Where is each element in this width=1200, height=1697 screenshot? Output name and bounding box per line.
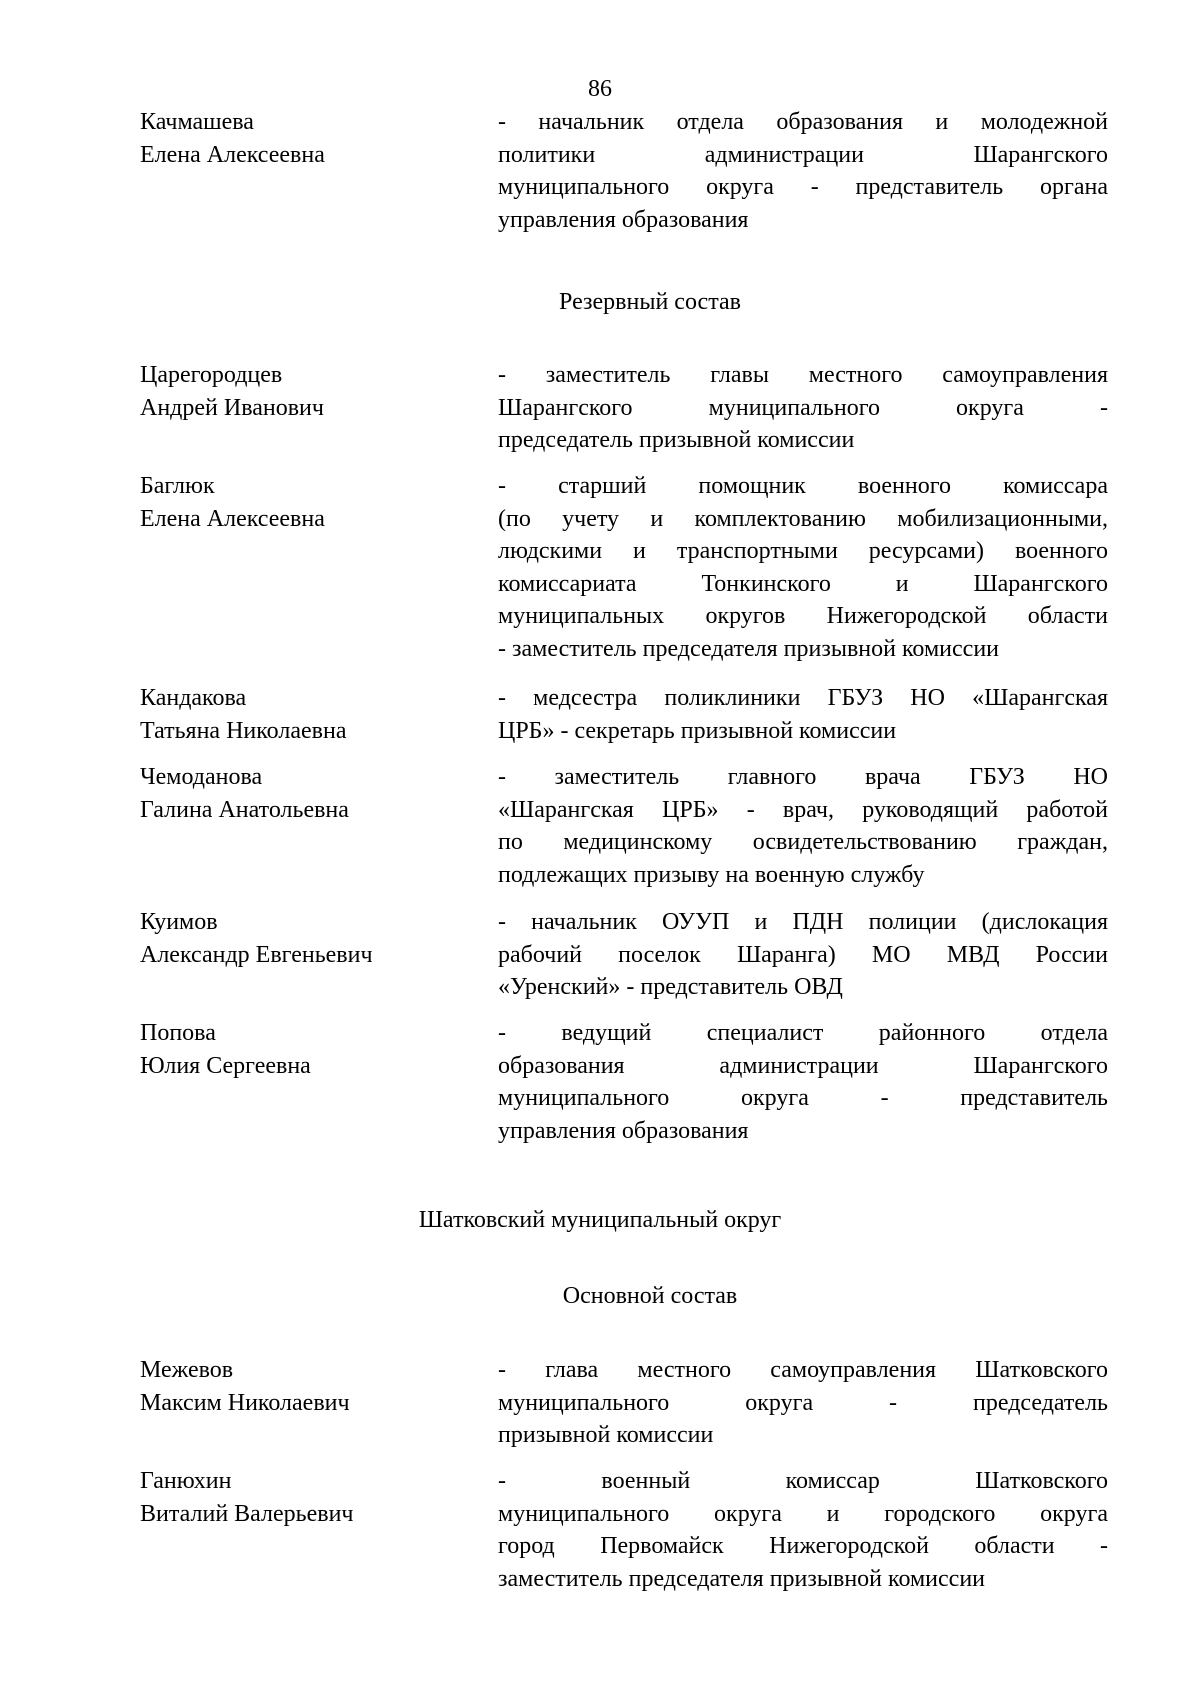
member-surname: Баглюк (140, 473, 215, 499)
role-line: - заместитель председателя призывной комиссии (498, 635, 999, 662)
member-role (498, 1017, 1108, 1147)
section-heading-district: Шатковский муниципальный округ (418, 1207, 782, 1233)
role-line: муниципальных округов Нижегородской области (498, 603, 1108, 629)
role-line: председатель призывной комиссии (498, 427, 855, 453)
member-surname: Межевов (140, 1357, 234, 1383)
role-line: комиссариата Тонкинского и Шарангского (498, 570, 1108, 597)
member-role (498, 1465, 1108, 1595)
member-given-names: Виталий Валерьевич (140, 1500, 354, 1527)
role-line: муниципального округа и городского округа (498, 1500, 1108, 1527)
role-line: управления образования (498, 206, 749, 233)
role-line: - ведущий специалист районного отдела (498, 1020, 1108, 1046)
role-line: муниципального округа - председатель (498, 1389, 1108, 1416)
member-surname: Царегородцев (140, 362, 283, 388)
member-role (498, 761, 1108, 891)
member-surname: Попова (140, 1020, 216, 1046)
role-line: «Уренский» - представитель ОВД (498, 974, 843, 1000)
section-heading-main: Основной состав (562, 1283, 738, 1309)
role-line: - медсестра поликлиники ГБУЗ НО «Шарангская (498, 685, 1108, 711)
role-line: образования администрации Шарангского (498, 1052, 1108, 1079)
role-line: (по учету и комплектованию мобилизационными, (498, 505, 1108, 532)
member-given-names: Максим Николаевич (140, 1389, 350, 1416)
member-role (498, 359, 1108, 457)
page-number: 86 (588, 76, 612, 102)
role-line: - начальник отдела образования и молодежной (498, 109, 1108, 135)
role-line: подлежащих призыву на военную службу (498, 861, 925, 888)
member-name (140, 906, 480, 971)
role-line: - начальник ОУУП и ПДН полиции (дислокация (498, 909, 1108, 935)
member-name (140, 1465, 480, 1530)
role-line: - заместитель главного врача ГБУЗ НО (498, 764, 1108, 790)
role-line: - старший помощник военного комиссара (498, 473, 1108, 499)
section-heading-reserve: Резервный состав (559, 289, 741, 315)
role-line: Шарангского муниципального округа - (498, 394, 1108, 421)
role-line: муниципального округа - представитель (498, 1085, 1108, 1111)
member-given-names: Юлия Сергеевна (140, 1052, 311, 1079)
member-role (498, 906, 1108, 1004)
role-line: политики администрации Шарангского (498, 141, 1108, 168)
role-line: «Шарангская ЦРБ» - врач, руководящий работой (498, 796, 1108, 823)
role-line: заместитель председателя призывной комиссии (498, 1565, 986, 1592)
role-line: - заместитель главы местного самоуправления (498, 362, 1108, 388)
role-line: людскими и транспортными ресурсами) военного (498, 538, 1108, 564)
member-name (140, 106, 480, 171)
member-given-names: Галина Анатольевна (140, 796, 349, 823)
member-given-names: Андрей Иванович (140, 394, 324, 421)
member-name (140, 359, 480, 424)
member-role (498, 470, 1108, 665)
role-line: управления образования (498, 1117, 749, 1144)
role-line: муниципального округа - представитель органа (498, 174, 1108, 200)
member-name (140, 682, 480, 747)
role-line: по медицинскому освидетельствованию граждан, (498, 829, 1108, 855)
member-given-names: Елена Алексеевна (140, 141, 325, 168)
role-line: ЦРБ» - секретарь призывной комиссии (498, 717, 897, 744)
role-line: - военный комиссар Шатковского (498, 1468, 1108, 1494)
member-surname: Куимов (140, 909, 218, 935)
member-role (498, 682, 1108, 747)
member-role (498, 106, 1108, 236)
member-given-names: Татьяна Николаевна (140, 717, 347, 744)
member-name (140, 470, 480, 535)
member-name (140, 761, 480, 826)
role-line: город Первомайск Нижегородской области - (498, 1533, 1108, 1559)
member-surname: Качмашева (140, 109, 254, 135)
member-name (140, 1017, 480, 1082)
role-line: - глава местного самоуправления Шатковского (498, 1357, 1108, 1383)
role-line: рабочий поселок Шаранга) МО МВД России (498, 941, 1108, 968)
member-given-names: Елена Алексеевна (140, 505, 325, 532)
member-surname: Чемоданова (140, 764, 263, 790)
role-line: призывной комиссии (498, 1422, 714, 1448)
member-given-names: Александр Евгеньевич (140, 941, 373, 968)
member-surname: Ганюхин (140, 1468, 232, 1494)
member-name (140, 1354, 480, 1419)
member-surname: Кандакова (140, 685, 247, 711)
member-role (498, 1354, 1108, 1452)
